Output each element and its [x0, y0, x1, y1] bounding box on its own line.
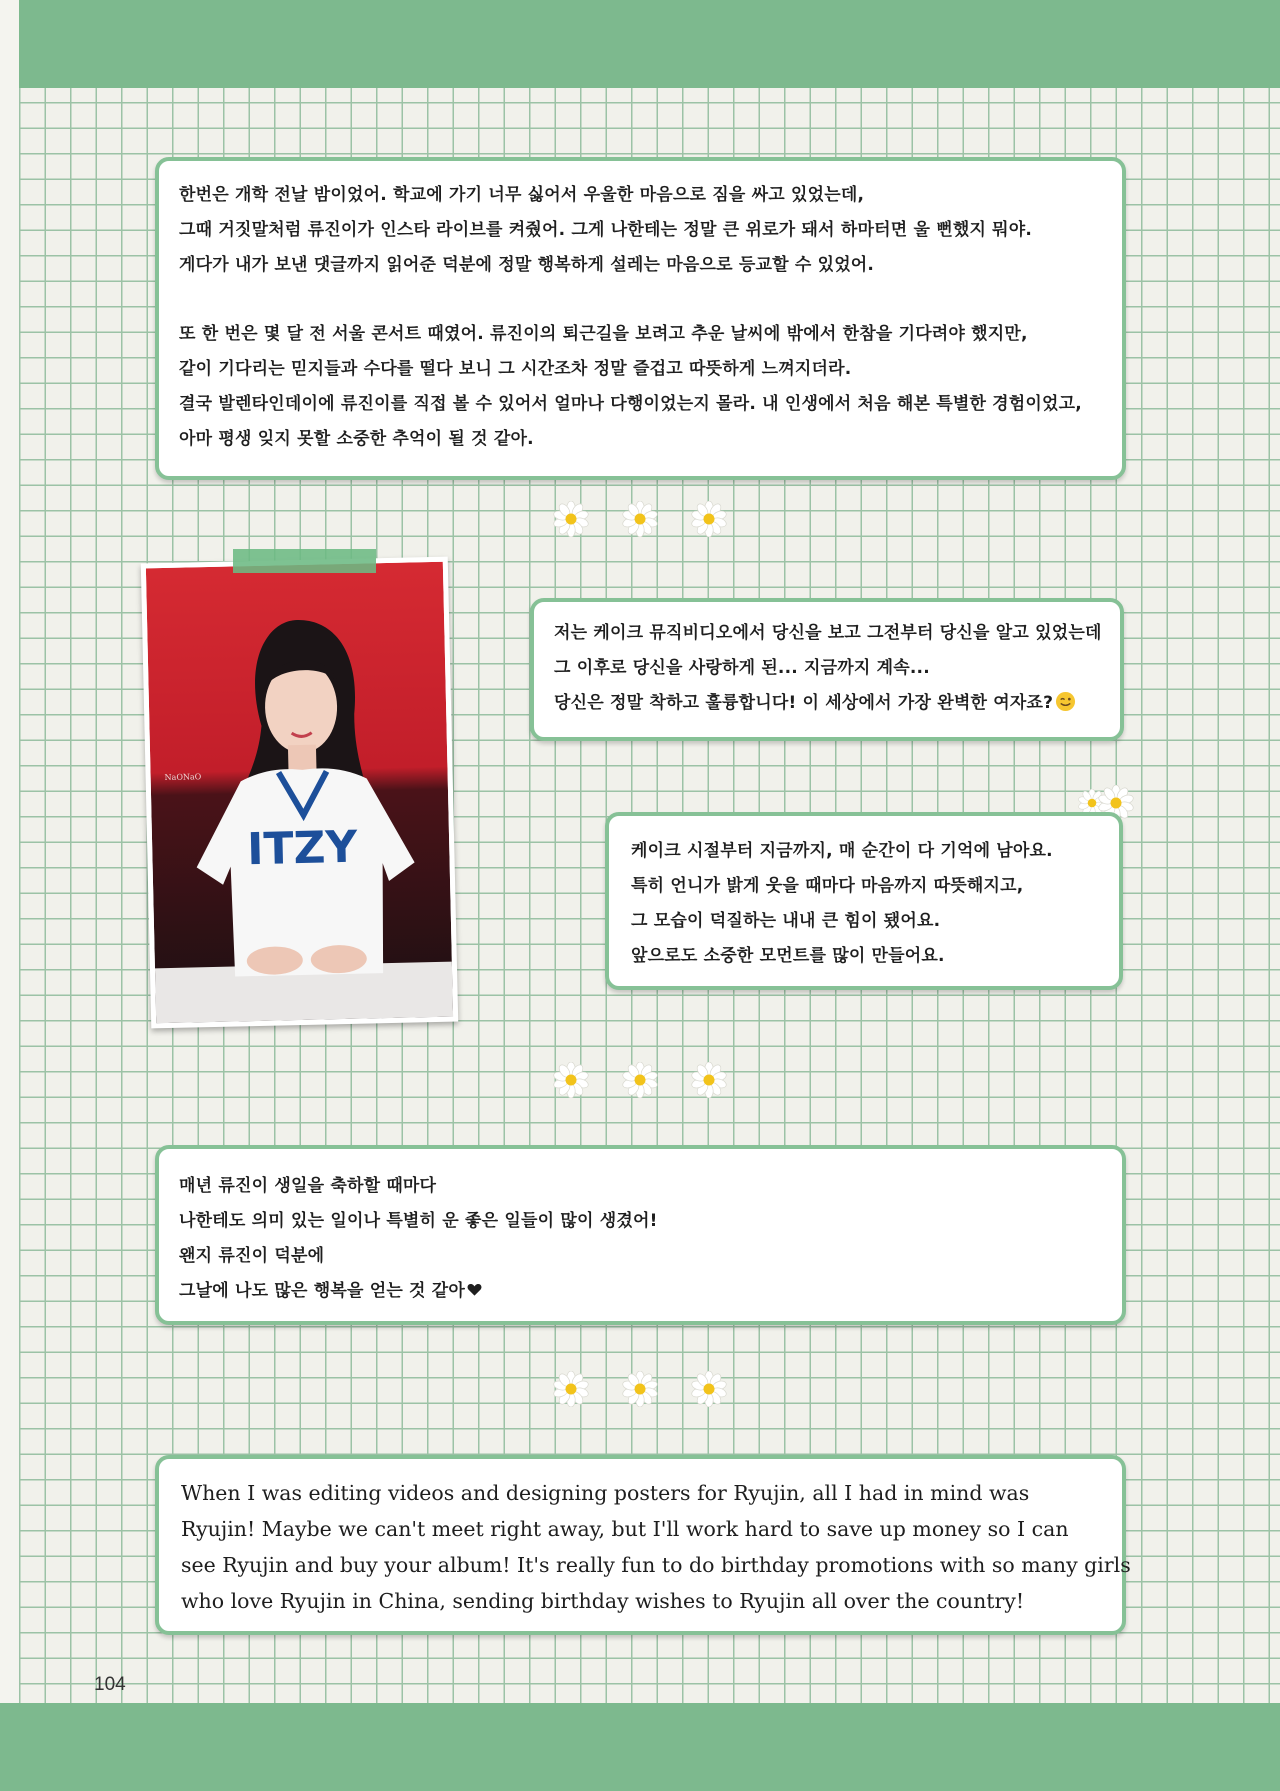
photo-tape — [233, 549, 376, 573]
message-line: 특히 언니가 밝게 웃을 때마다 마음까지 따뜻해지고, — [631, 876, 1024, 896]
message-line: 앞으로도 소중한 모먼트를 많이 만들어요. — [631, 946, 945, 966]
daisy-divider — [553, 1062, 727, 1098]
winking-face-icon — [1055, 691, 1076, 712]
message-line: 같이 기다리는 믿지들과 수다를 떨다 보니 그 시간조차 정말 즐겁고 따뜻하게 느껴지더라. — [179, 359, 852, 379]
header-band — [0, 0, 1280, 88]
message-line: 그 이후로 당신을 사랑하게 된... 지금까지 계속... — [554, 658, 930, 678]
daisy-divider — [553, 501, 727, 537]
page-edge — [0, 0, 19, 1791]
message-line: 아마 평생 잊지 못할 소중한 추억이 될 것 같아. — [179, 429, 534, 449]
message-card-1 — [155, 157, 1126, 480]
portrait-photo — [146, 562, 453, 1024]
daisy-icon — [622, 1062, 658, 1098]
message-line: Ryujin! Maybe we can't meet right away, but I'll work hard to save up money so I can — [181, 1517, 1069, 1541]
daisy-icon — [691, 501, 727, 537]
message-line: 결국 발렌타인데이에 류진이를 직접 볼 수 있어서 얼마나 다행이었는지 몰라. 내 인생에서 처음 해본 특별한 경험이었고, — [179, 394, 1082, 414]
paragraph-gap — [179, 283, 1102, 317]
daisy-icon — [622, 1371, 658, 1407]
message-line: 케이크 시절부터 지금까지, 매 순간이 다 기억에 남아요. — [631, 841, 1053, 861]
message-card-5 — [155, 1455, 1131, 1635]
daisy-icon — [553, 501, 589, 537]
message-card-3 — [605, 812, 1123, 990]
daisy-icon — [691, 1062, 727, 1098]
message-line: 왠지 류진이 덕분에 — [179, 1246, 325, 1266]
footer-band — [0, 1703, 1280, 1791]
message-line: 게다가 내가 보낸 댓글까지 읽어준 덕분에 정말 행복하게 설레는 마음으로 등교할 수 있었어. — [179, 255, 875, 275]
jersey-text: ITZY — [246, 821, 358, 876]
message-line: who love Ryujin in China, sending birthday wishes to Ryujin all over the country! — [181, 1589, 1025, 1613]
daisy-icon — [622, 501, 658, 537]
daisy-icon — [553, 1062, 589, 1098]
message-card-4 — [155, 1145, 1126, 1325]
message-line: 그날에 나도 많은 행복을 얻는 것 같아 — [179, 1274, 1102, 1309]
message-line: 저는 케이크 뮤직비디오에서 당신을 보고 그전부터 당신을 알고 있었는데 — [554, 623, 1102, 643]
message-line: 그 모습이 덕질하는 내내 큰 힘이 됐어요. — [631, 911, 941, 931]
message-line: 한번은 개학 전날 밤이었어. 학교에 가기 너무 싫어서 우울한 마음으로 짐을 싸고 있었는데, — [179, 185, 865, 205]
message-line: 또 한 번은 몇 달 전 서울 콘서트 때였어. 류진이의 퇴근길을 보려고 추운 날씨에 밖에서 한참을 기다려야 했지만, — [179, 324, 1028, 344]
message-line: 매년 류진이 생일을 축하할 때마다 — [179, 1176, 437, 1196]
photo-watermark: NaONaO — [164, 772, 202, 783]
heart-icon — [467, 1282, 482, 1297]
photo-polaroid — [141, 557, 458, 1029]
page-number: 104 — [94, 1674, 126, 1695]
daisy-divider — [553, 1371, 727, 1407]
message-line: When I was editing videos and designing posters for Ryujin, all I had in mind was — [181, 1481, 1030, 1505]
message-line: 당신은 정말 착하고 훌륭합니다! 이 세상에서 가장 완벽한 여자죠? — [554, 686, 1100, 721]
message-card-2 — [530, 598, 1124, 741]
message-line: see Ryujin and buy your album! It's really fun to do birthday promotions with so many girls — [181, 1553, 1131, 1577]
daisy-icon — [553, 1371, 589, 1407]
message-line: 그때 거짓말처럼 류진이가 인스타 라이브를 켜줬어. 그게 나한테는 정말 큰 위로가 돼서 하마터면 울 뻔했지 뭐야. — [179, 220, 1033, 240]
message-line: 나한테도 의미 있는 일이나 특별히 운 좋은 일들이 많이 생겼어! — [179, 1211, 658, 1231]
daisy-icon — [691, 1371, 727, 1407]
